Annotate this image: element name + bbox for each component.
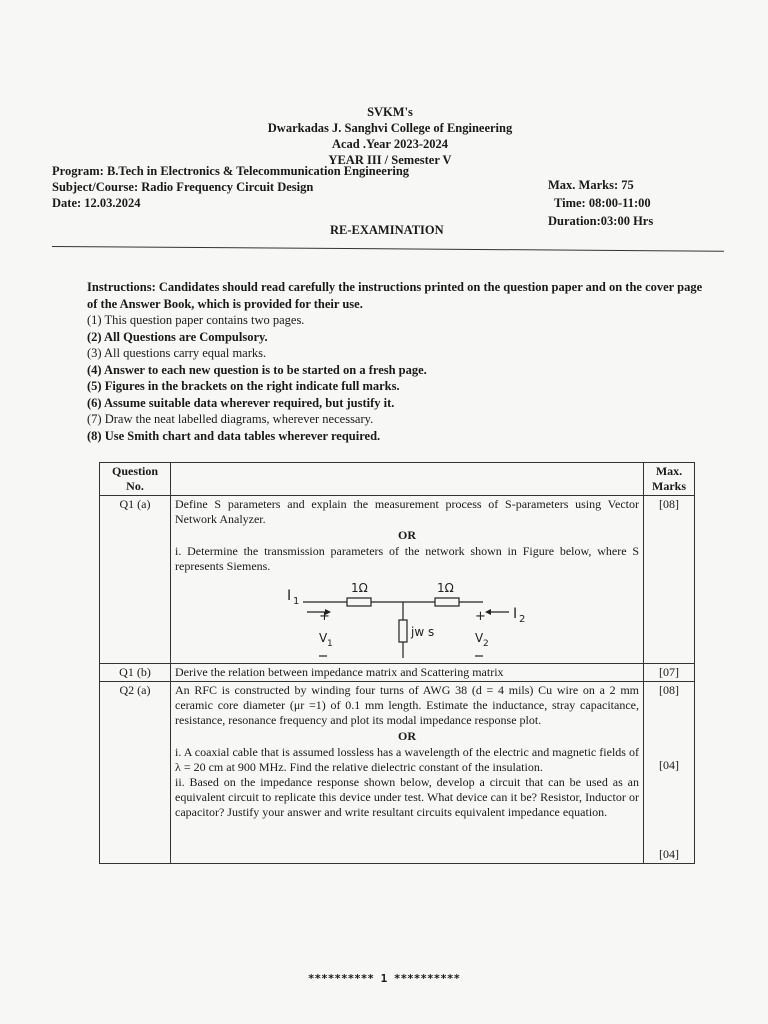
- svg-text:+: +: [475, 609, 486, 624]
- question-table: [99, 462, 695, 864]
- or-separator: OR: [398, 528, 416, 542]
- question-marks: [08]: [659, 683, 679, 697]
- question-text: An RFC is constructed by winding four turns of AWG 38 (d = 4 mils) Cu wire on a 2 mm ceramic core diameter (μr =1) of 0.1 mm length. Estimate the inductance, stray capacitance, resistance, resonance frequency and plot its modal impedance response plot.: [175, 683, 639, 727]
- v2-label: V: [475, 631, 484, 645]
- table-row: [100, 496, 695, 664]
- question-cell: [171, 682, 644, 864]
- table-row: [100, 682, 695, 864]
- instruction-item: (6) Assume suitable data wherever required, but justify it.: [87, 395, 395, 410]
- resistor-r1: [347, 598, 371, 606]
- header-left: [52, 163, 409, 211]
- exam-type: RE-EXAMINATION: [330, 223, 444, 237]
- question-marks: [04]: [659, 758, 679, 772]
- question-text: Derive the relation between impedance matrix and Scattering matrix: [171, 664, 644, 682]
- i1-label: I: [287, 588, 292, 604]
- table-header-row: [100, 463, 695, 496]
- college-name: Dwarkadas J. Sanghvi College of Engineering: [267, 121, 513, 135]
- instruction-item: (7) Draw the neat labelled diagrams, wherever necessary.: [87, 412, 374, 426]
- i1-subscript: 1: [293, 596, 300, 607]
- instruction-item: (4) Answer to each new question is to be started on a fresh page.: [87, 362, 427, 377]
- v1-label: V: [319, 631, 328, 645]
- alternate-question-text: i. Determine the transmission parameters of the network shown in Figure below, where S represents Siemens.: [175, 544, 639, 573]
- question-marks: [07]: [644, 664, 695, 682]
- header-question-text: [171, 463, 644, 496]
- table-row: [100, 664, 695, 682]
- v2-subscript: 2: [483, 639, 489, 649]
- instruction-item: (3) All questions carry equal marks.: [87, 346, 267, 360]
- alternate-question-text: i. A coaxial cable that is assumed lossless has a wavelength of the electric and magnetic fields of λ = 20 cm at 900 MHz. Find the relative dielectric constant of the insulation.: [175, 745, 639, 774]
- max-marks: Max. Marks: 75: [548, 178, 634, 192]
- year-semester: YEAR III / Semester V: [328, 153, 452, 167]
- org-name: SVKM's: [367, 105, 413, 119]
- question-text: Define S parameters and explain the measurement process of S-parameters using Vector Network Analyzer.: [175, 497, 639, 526]
- question-marks-cell: [644, 682, 695, 864]
- r1-label: 1Ω: [351, 581, 368, 595]
- instruction-item: (8) Use Smith chart and data tables wherever required.: [87, 428, 381, 443]
- instructions-block: [87, 279, 707, 444]
- two-port-circuit-diagram: [275, 578, 545, 662]
- academic-year: Acad .Year 2023-2024: [331, 137, 449, 151]
- v1-subscript: 1: [327, 639, 333, 649]
- shunt-label: jw s: [411, 625, 435, 639]
- header-right: [548, 176, 653, 230]
- resistor-r2: [435, 598, 459, 606]
- question-number: Q1 (a): [100, 496, 171, 664]
- header-center: [200, 104, 580, 168]
- question-marks: [08]: [644, 496, 695, 664]
- header-question-no: Question No.: [100, 463, 171, 496]
- svg-text:+: +: [319, 609, 330, 624]
- program-line: Program: B.Tech in Electronics & Telecommunication Engineering: [52, 164, 410, 178]
- instructions-lead: Instructions: Candidates should read carefully the instructions printed on the question paper and on the cover page of the Answer Book, which is provided for their use.: [87, 280, 703, 311]
- alternate-question-text: ii. Based on the impedance response shown below, develop a circuit that can be used as an equivalent circuit to replicate this device under test. What device can it be? Resistor, Inductor or capacitor? Justify your answer and write resultant circuits equivalent impedance equation.: [175, 775, 639, 819]
- or-separator: OR: [398, 729, 416, 743]
- question-cell: [171, 496, 644, 664]
- question-number: Q2 (a): [100, 682, 171, 864]
- header-max-marks: Max. Marks: [644, 463, 695, 496]
- exam-duration: Duration:03:00 Hrs: [548, 214, 654, 228]
- instruction-item: (2) All Questions are Compulsory.: [87, 329, 268, 344]
- question-number: Q1 (b): [100, 664, 171, 682]
- i2-subscript: 2: [519, 614, 526, 625]
- exam-time: Time: 08:00-11:00: [554, 196, 651, 210]
- question-marks: [04]: [659, 847, 679, 861]
- subject-line: Subject/Course: Radio Frequency Circuit Design: [52, 180, 314, 194]
- instruction-item: (5) Figures in the brackets on the right indicate full marks.: [87, 379, 400, 393]
- r2-label: 1Ω: [437, 581, 454, 595]
- date-line: Date: 12.03.2024: [52, 196, 141, 210]
- i2-label: I: [513, 606, 518, 622]
- header-divider: [52, 246, 724, 252]
- shunt-admittance: [399, 620, 407, 642]
- page-footer: ********** 1 **********: [307, 972, 461, 985]
- instruction-item: (1) This question paper contains two pages.: [87, 313, 305, 327]
